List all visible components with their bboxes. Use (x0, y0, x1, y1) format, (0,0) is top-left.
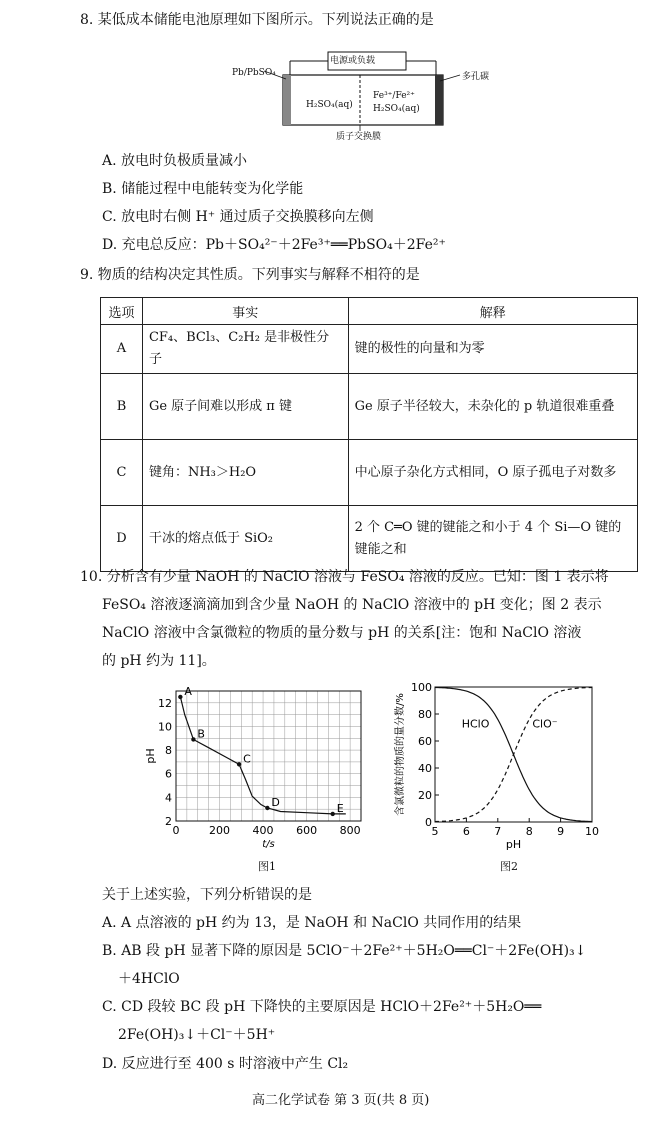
q10-option-c-line1: C. CD 段较 BC 段 pH 下降快的主要原因是 HClO＋2Fe²⁺＋5H₂O══ (102, 999, 542, 1015)
y-tick-label: 60 (418, 735, 432, 748)
data-point-d (265, 806, 269, 810)
figure-2-caption: 图2 (500, 860, 518, 873)
q9-table (100, 297, 638, 572)
table-row (101, 440, 638, 506)
load-label: 电源或负载 (330, 56, 376, 66)
y-tick-label: 0 (425, 816, 432, 829)
y-tick-label: 12 (158, 696, 172, 710)
y-tick-label: 2 (165, 815, 172, 828)
y-tick-label: 6 (165, 767, 172, 781)
q8-option-c: C. 放电时右侧 H⁺ 通过质子交换膜移向左侧 (102, 209, 374, 225)
y-tick-label: 10 (158, 720, 172, 734)
q10-question: 关于上述实验，下列分析错误的是 (102, 887, 312, 903)
clo-curve (435, 687, 592, 821)
table-row (101, 506, 638, 572)
q10-stem-line1: 10. 分析含有少量 NaOH 的 NaClO 溶液与 FeSO₄ 溶液的反应。已知：图 1 表示将 (80, 569, 609, 585)
series-label-hclo: HClO (461, 717, 490, 731)
row-option: C (101, 440, 143, 506)
left-electrode (283, 75, 291, 125)
row-explanation: 键的极性的向量和为零 (348, 325, 637, 374)
y-tick-label: 8 (165, 744, 172, 758)
left-electrode-label: Pb/PbSO₄ (232, 68, 276, 78)
x-tick-label: 10 (585, 825, 599, 838)
x-tick-label: 7 (494, 825, 502, 838)
y-tick-label: 40 (418, 762, 432, 775)
row-fact: 干冰的熔点低于 SiO₂ (142, 506, 348, 572)
q10-option-c-line2: 2Fe(OH)₃↓＋Cl⁻＋5H⁺ (118, 1027, 276, 1043)
row-explanation: Ge 原子半径较大，未杂化的 p 轨道很难重叠 (348, 374, 637, 440)
series-label-clo: ClO⁻ (532, 717, 558, 731)
x-tick-label: 800 (339, 824, 361, 837)
y-axis-label: pH (144, 748, 157, 764)
membrane-label: 质子交换膜 (336, 132, 382, 142)
q10-stem-line2: FeSO₄ 溶液逐滴滴加到含少量 NaOH 的 NaClO 溶液中的 pH 变化；图 2 表示 (102, 597, 602, 613)
q10-option-b-line1: B. AB 段 pH 显著下降的原因是 5ClO⁻＋2Fe²⁺＋5H₂O══Cl⁻＋2Fe(OH)₃↓ (102, 943, 587, 959)
q10-option-d: D. 反应进行至 400 s 时溶液中产生 Cl₂ (102, 1056, 349, 1072)
x-axis-label: pH (505, 838, 522, 851)
y-axis-label: 含氯微粒的物质的量分数/% (395, 693, 406, 816)
row-explanation: 中心原子杂化方式相同，O 原子孤电子对数多 (348, 440, 637, 506)
x-tick-label: 600 (296, 824, 318, 837)
x-axis-label: t/s (262, 839, 275, 850)
q8-option-a: A. 放电时负极质量减小 (102, 153, 248, 169)
q10-stem-line3: NaClO 溶液中含氯微粒的物质的量分数与 pH 的关系[注：饱和 NaClO 溶液 (102, 625, 582, 641)
y-tick-label: 20 (418, 789, 432, 802)
row-option: B (101, 374, 143, 440)
q8-option-b: B. 储能过程中电能转变为化学能 (102, 181, 304, 197)
plot-frame (176, 691, 361, 821)
right-electrode (435, 75, 443, 125)
row-option: D (101, 506, 143, 572)
figure-1-chart (140, 683, 380, 873)
point-label-d: D (271, 796, 280, 809)
figure-2-chart (385, 683, 615, 873)
row-fact: 键角：NH₃＞H₂O (142, 440, 348, 506)
data-point-b (191, 737, 195, 741)
point-label-b: B (197, 727, 205, 741)
data-point-c (237, 762, 241, 766)
q9-stem: 9. 物质的结构决定其性质。下列事实与解释不相符的是 (80, 267, 420, 283)
y-tick-label: 80 (418, 708, 432, 721)
header-fact: 事实 (142, 298, 348, 325)
header-option: 选项 (101, 298, 143, 325)
row-option: A (101, 325, 143, 374)
point-label-c: C (243, 752, 251, 766)
header-explanation: 解释 (348, 298, 637, 325)
table-header-row (101, 298, 638, 325)
point-label-e: E (336, 801, 344, 815)
page-footer: 高二化学试卷 第 3 页(共 8 页) (252, 1093, 430, 1108)
x-tick-label: 9 (557, 825, 565, 838)
x-tick-label: 200 (209, 824, 231, 837)
left-solution-label: H₂SO₄(aq) (306, 100, 353, 110)
q8-stem: 8. 某低成本储能电池原理如下图所示。下列说法正确的是 (80, 12, 434, 28)
figure-1-caption: 图1 (258, 860, 276, 873)
y-tick-label: 4 (165, 791, 172, 805)
right-solution-label-2: H₂SO₄(aq) (373, 104, 420, 114)
table-row (101, 374, 638, 440)
q8-option-d: D. 充电总反应：Pb＋SO₄²⁻＋2Fe³⁺══PbSO₄＋2Fe²⁺ (102, 237, 446, 253)
x-tick-label: 6 (462, 825, 470, 838)
q10-option-b-line2: ＋4HClO (118, 971, 180, 987)
row-explanation: 2 个 C═O 键的键能之和小于 4 个 Si—O 键的键能之和 (348, 506, 637, 572)
q10-stem-line4: 的 pH 约为 11]。 (102, 653, 216, 669)
x-tick-label: 400 (252, 824, 274, 837)
point-label-a: A (184, 684, 192, 698)
row-fact: CF₄、BCl₃、C₂H₂ 是非极性分子 (142, 325, 348, 374)
x-tick-label: 8 (525, 825, 533, 838)
q10-option-a: A. A 点溶液的 pH 约为 13，是 NaOH 和 NaClO 共同作用的结果 (102, 915, 522, 931)
right-solution-label-1: Fe³⁺/Fe²⁺ (373, 91, 415, 101)
row-fact: Ge 原子间难以形成 π 键 (142, 374, 348, 440)
y-tick-label: 100 (411, 681, 432, 694)
data-point-e (331, 812, 335, 816)
table-row (101, 325, 638, 374)
x-tick-label: 0 (172, 824, 180, 837)
data-point-a (178, 695, 182, 699)
right-electrode-label: 多孔碳 (462, 72, 490, 82)
x-tick-label: 5 (431, 825, 439, 838)
